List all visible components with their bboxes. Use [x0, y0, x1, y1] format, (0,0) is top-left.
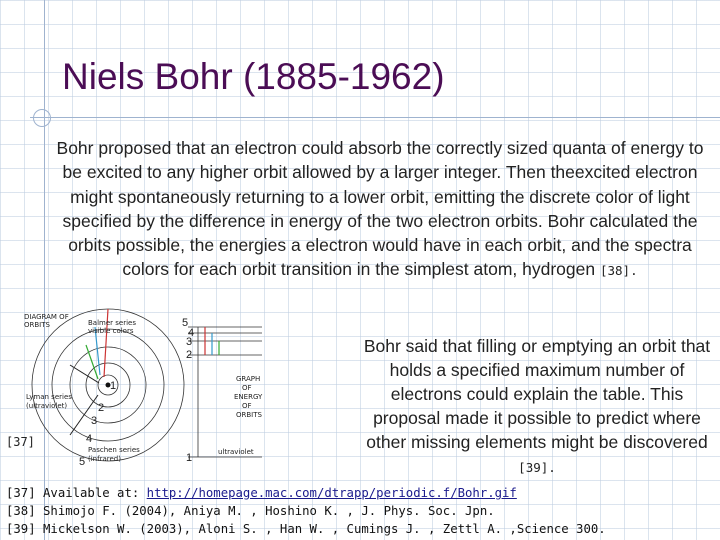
slide-title: Niels Bohr (1885-1962) [62, 56, 445, 97]
energy-number-1: 1 [186, 452, 193, 464]
label-graph-orbits: ORBITS [236, 411, 262, 419]
energy-number-3: 3 [186, 336, 193, 348]
citation-38: [38]. [599, 263, 638, 279]
citation-39: [39]. [518, 460, 556, 475]
bohr-orbit-diagram [0, 305, 270, 475]
bohr-paragraph-1 [50, 136, 710, 284]
orbit-number-3: 3 [91, 415, 98, 427]
label-orbits: ORBITS [24, 321, 50, 329]
paragraph-1-text: Bohr proposed that an electron could absorb the correctly sized quanta of energy to be excited to any higher orbit allowed by a larger integer. Then theexcited electron might spontaneously returning to a lower orbit, emitting the discrete color of light specified by the difference in energy of the two electron orbits. Bohr calculated the orbits possible, the energies a electron would have in each orbit, and the spectra colors for each orbit transition in the simplest atom, hydrogen [56, 138, 704, 280]
paragraph-2-text: Bohr said that filling or emptying an orbit that holds a specified maximum number of electrons could explain the table. This proposal made it possible to predict where other missing elements might be discovered [363, 336, 711, 452]
label-balmer-series: Balmer series [88, 319, 136, 327]
label-balmer-colors: visible colors [88, 327, 134, 335]
energy-number-2: 2 [186, 349, 193, 361]
orbit-number-5: 5 [79, 456, 86, 468]
label-graph-of-1: OF [242, 384, 252, 392]
references [6, 484, 716, 538]
bohr-paragraph-2 [358, 334, 716, 480]
label-paschen-infrared: (infrared) [88, 455, 121, 463]
reference-39: [39] Mickelson W. (2003), Aloni S. , Han W. , Cumings J. , Zettl A. ,Science 300. [6, 522, 606, 536]
label-energy: ENERGY [234, 393, 263, 401]
energy-number-5: 5 [182, 317, 189, 329]
label-graph-of-2: OF [242, 402, 252, 410]
label-lyman-ultraviolet: (ultraviolet) [26, 402, 68, 410]
label-ultraviolet: ultraviolet [218, 448, 254, 456]
rule-ring-ornament [33, 109, 51, 127]
energy-number-4: 4 [188, 327, 195, 339]
horizontal-rule [30, 117, 720, 118]
label-lyman-series: Lyman series [26, 393, 72, 401]
reference-38: [38] Shimojo F. (2004), Aniya M. , Hoshino K. , J. Phys. Soc. Jpn. [6, 504, 495, 518]
reference-37-link[interactable]: http://homepage.mac.com/dtrapp/periodic.f/Bohr.gif [146, 486, 517, 500]
orbit-number-4: 4 [86, 433, 93, 445]
reference-37 [6, 484, 716, 502]
orbit-number-2: 2 [98, 402, 105, 414]
label-graph: GRAPH [236, 375, 261, 383]
orbit-number-1: 1 [110, 380, 117, 392]
label-paschen-series: Paschen series [88, 446, 140, 454]
diagram-citation-37: [37] [6, 435, 35, 449]
label-diagram-of: DIAGRAM OF [24, 313, 69, 321]
reference-37-prefix: [37] Available at: [6, 486, 147, 500]
